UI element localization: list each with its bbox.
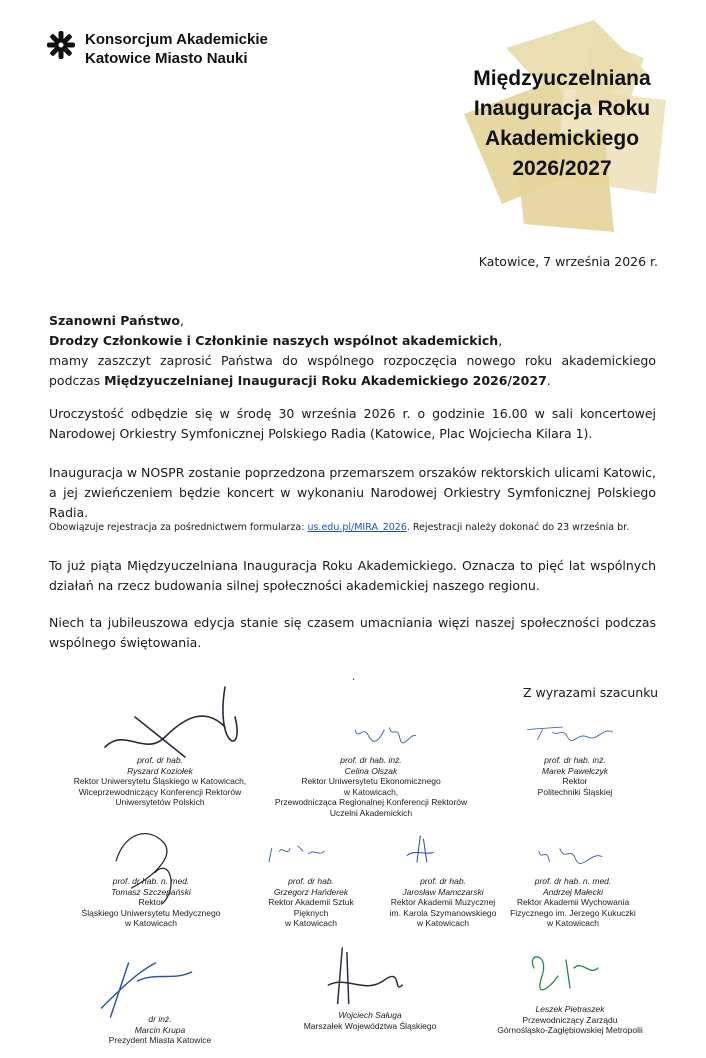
signature-block <box>268 755 474 818</box>
signatory-title: prof. dr hab. <box>288 876 334 886</box>
salutation-block: Szanowni Państwo, Drodzy Członkowie i Członkinie naszych wspólnot akademickich, mamy zaszczyt zaprosić Państwa do wspólnego rozpoczęcia nowego roku akademickiego podczas Międzyuczelnianej Inauguracji Roku Akademickiego 2026/2027. <box>49 311 656 391</box>
signatory-name: Tomasz Szczepański <box>111 886 191 897</box>
signatory-role: Rektor Akademii Sztuk <box>268 897 354 907</box>
signature-block <box>252 876 370 929</box>
signatory-title: prof. dr hab. n. med. <box>112 876 190 886</box>
intro-paragraph: mamy zaszczyt zaprosić Państwa do wspólnego rozpoczęcia nowego roku akademickiego podczas Międzyuczelnianej Inauguracji Roku Akademickiego 2026/2027. <box>49 353 656 388</box>
signatory-name: Leszek Pietraszek <box>535 1004 605 1014</box>
signatory-role: w Katowicach <box>285 918 337 928</box>
event-emblem <box>444 18 680 236</box>
signatory-role: Fizycznego im. Jerzego Kukuczki <box>510 907 636 918</box>
signatory-name: Ryszard Koziołek <box>127 765 193 776</box>
registration-link[interactable]: us.edu.pl/MIRA_2026 <box>307 522 407 533</box>
signatory-role: Uniwersytetów Polskich <box>115 797 205 807</box>
signatory-role: w Katowicach <box>125 918 177 928</box>
signatory-role: Marszałek Województwa Śląskiego <box>303 1020 437 1031</box>
signatory-role: Wiceprzewodniczący Konferencji Rektorów <box>78 786 242 797</box>
signatory-name: Celina Olszak <box>344 765 398 776</box>
consortium-logo <box>46 30 268 68</box>
signatory-role: Przewodniczący Zarządu <box>522 1014 618 1025</box>
letter-date: Katowice, 7 września 2026 r. <box>478 254 658 269</box>
star-flower-icon <box>46 30 76 60</box>
signatory-role: w Katowicach, <box>343 786 399 797</box>
registration-note: Obowiązuje rejestracja za pośrednictwem formularza: us.edu.pl/MIRA_2026. Rejestracji należy dokonać do 23 września br. <box>49 522 630 533</box>
org-name-line1: Konsorcjum Akademickie <box>85 31 268 48</box>
event-title-line1: Międzyuczelniana <box>473 67 651 90</box>
signatory-title: prof. dr hab. <box>137 755 183 765</box>
signatory-name: Jarosław Mamczarski <box>402 886 484 897</box>
org-name-line2: Katowice Miasto Nauki <box>85 50 248 67</box>
signatory-title: prof. dr hab. <box>420 876 466 886</box>
event-title-line4: 2026/2027 <box>512 157 612 180</box>
signature-block <box>80 1014 240 1046</box>
signature-block <box>380 876 506 929</box>
signature-block <box>60 755 260 808</box>
salutation-1: Szanowni Państwo <box>49 313 180 328</box>
closing-phrase: Z wyrazami szacunku <box>522 685 658 700</box>
signatory-title: prof. dr hab. inż. <box>544 755 606 765</box>
signatory-role: Rektor Uniwersytetu Śląskiego w Katowicach, <box>73 776 247 786</box>
ceremony-paragraph: Uroczystość odbędzie się w środę 30 września 2026 r. o godzinie 16.00 w sali koncertowej Narodowej Orkiestry Symfonicznej Polskiego Radia (Katowice, Plac Wojciecha Kilara 1). <box>49 406 656 441</box>
signatory-title: dr inż. <box>148 1014 172 1024</box>
signatory-role: Pięknych <box>293 907 329 918</box>
signatory-role: Rektor <box>562 776 588 786</box>
signatory-name: Marcin Krupa <box>134 1024 186 1035</box>
signatory-role: im. Karola Szymanowskiego <box>389 907 497 918</box>
signatory-role: Przewodnicząca Regionalnej Konferencji Rektorów <box>274 797 468 807</box>
signature-block <box>480 1004 660 1036</box>
signatory-name: Andrzej Małecki <box>543 886 603 897</box>
signatory-role: Prezydent Miasta Katowice <box>108 1035 212 1045</box>
signatory-role: Rektor Uniwersytetu Ekonomicznego <box>301 776 441 786</box>
signatory-name: Wojciech Saługa <box>338 1010 402 1020</box>
signatory-name: Marek Pawełczyk <box>541 765 609 776</box>
signature-block <box>290 1010 450 1031</box>
signatory-role: Rektor <box>138 897 164 907</box>
event-title-line2: Inauguracja Roku <box>473 97 651 120</box>
signatory-role: Rektor Akademii Wychowania <box>516 897 630 907</box>
signatory-role: Uczelni Akademickich <box>329 807 413 818</box>
separator-dot: . <box>352 672 356 683</box>
event-name: Międzyuczelnianej Inauguracji Roku Akademickiego 2026/2027 <box>104 373 547 388</box>
signatory-role: w Katowicach <box>417 918 469 928</box>
anniversary-paragraph: To już piąta Międzyuczelniana Inauguracja Roku Akademickiego. Oznacza to pięć lat wspólnych działań na rzecz budowania silnej społeczności akademickiej naszego regionu. <box>49 558 656 593</box>
signatory-role: Śląskiego Uniwersytetu Medycznego <box>81 907 221 918</box>
procession-paragraph: Inauguracja w NOSPR zostanie poprzedzona przemarszem orszaków rektorskich ulicami Katowic, a jej zwieńczeniem będzie koncert w wykonaniu Narodowej Orkiestry Symfonicznej Polskiego Radia. <box>49 465 656 520</box>
salutation-2: Drodzy Członkowie i Członkinie naszych wspólnot akademickich <box>49 333 499 348</box>
signatory-role: Politechniki Śląskiej <box>537 786 613 797</box>
signature-block <box>498 876 648 929</box>
signatory-title: prof. dr hab. n. med. <box>534 876 612 886</box>
signatory-title: prof. dr hab. inż. <box>340 755 402 765</box>
signatory-role: w Katowicach <box>547 918 599 928</box>
wishes-paragraph: Niech ta jubileuszowa edycja stanie się czasem umacniania więzi naszej społeczności podczas wspólnego świętowania. <box>49 615 656 650</box>
signatory-role: Górnośląsko-Zagłębiowskiej Metropolii <box>497 1025 643 1035</box>
signature-block <box>62 876 240 929</box>
signatory-role: Rektor Akademii Muzycznej <box>390 897 496 907</box>
event-title-line3: Akademickiego <box>484 127 640 150</box>
signature-block <box>490 755 660 797</box>
signatory-name: Grzegorz Hańderek <box>273 886 349 897</box>
